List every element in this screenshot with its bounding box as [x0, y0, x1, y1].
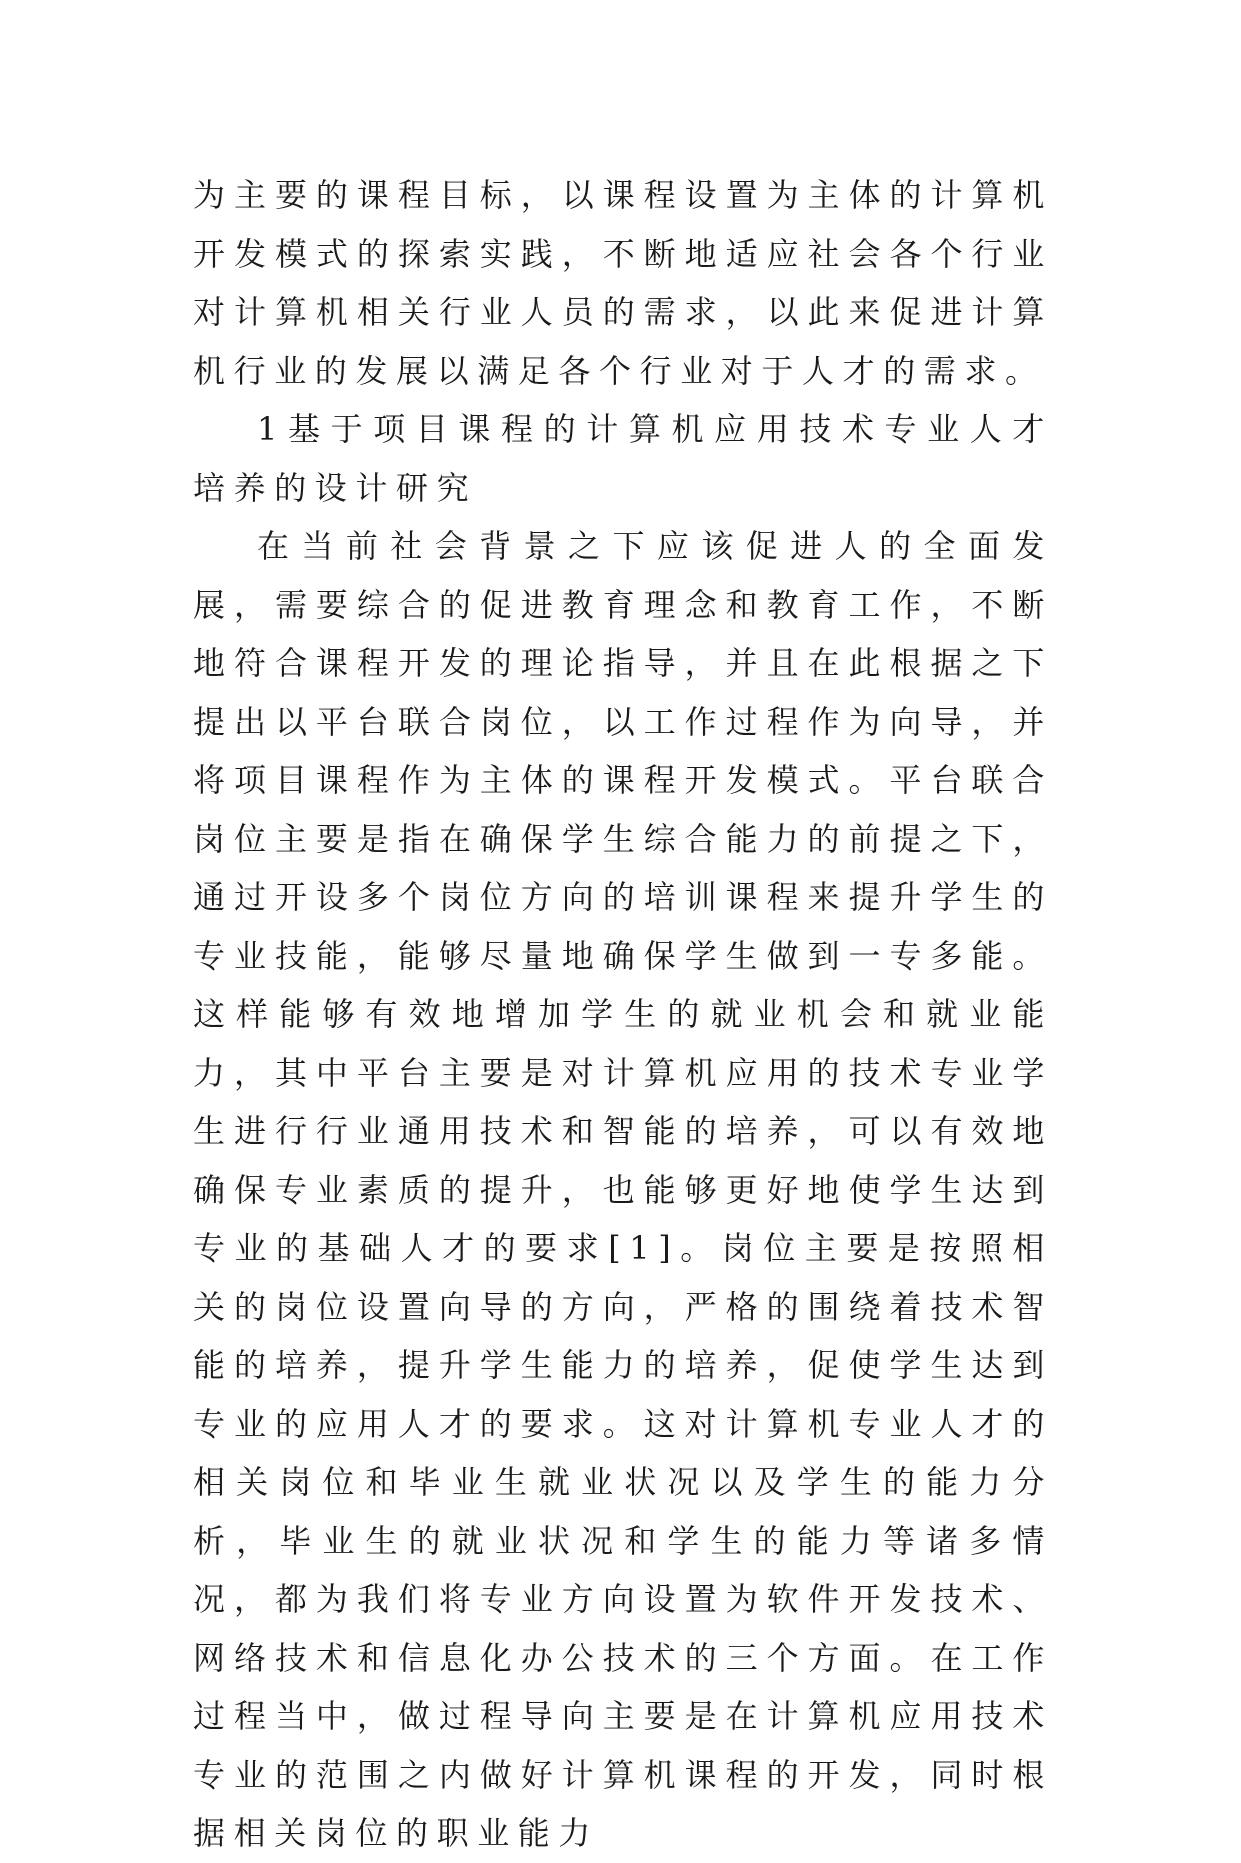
section-heading: 1基于项目课程的计算机应用技术专业人才培养的设计研究 [193, 410, 1053, 507]
body-text [193, 166, 1053, 1863]
paragraph-continuation: 为主要的课程目标，以课程设置为主体的计算机开发模式的探索实践，不断地适应社会各个行业对计算机相关行业人员的需求，以此来促进计算机行业的发展以满足各个行业对于人才的需求。 [193, 176, 1053, 390]
paragraph-body: 在当前社会背景之下应该促进人的全面发展，需要综合的促进教育理念和教育工作，不断地符合课程开发的理论指导，并且在此根据之下提出以平台联合岗位，以工作过程作为向导，并将项目课程作为主体的课程开发模式。平台联合岗位主要是指在确保学生综合能力的前提之下，通过开设多个岗位方向的培训课程来提升学生的专业技能，能够尽量地确保学生做到一专多能。这样能够有效地增加学生的就业机会和就业能力，其中平台主要是对计算机应用的技术专业学生进行行业通用技术和智能的培养，可以有效地确保专业素质的提升，也能够更好地使学生达到专业的基础人才的要求[1]。岗位主要是按照相关的岗位设置向导的方向，严格的围绕着技术智能的培养，提升学生能力的培养，促使学生达到专业的应用人才的要求。这对计算机专业人才的相关岗位和毕业生就业状况以及学生的能力分析，毕业生的就业状况和学生的能力等诸多情况，都为我们将专业方向设置为软件开发技术、网络技术和信息化办公技术的三个方面。在工作过程当中，做过程导向主要是在计算机应用技术专业的范围之内做好计算机课程的开发，同时根据相关岗位的职业能力 [193, 527, 1053, 1852]
